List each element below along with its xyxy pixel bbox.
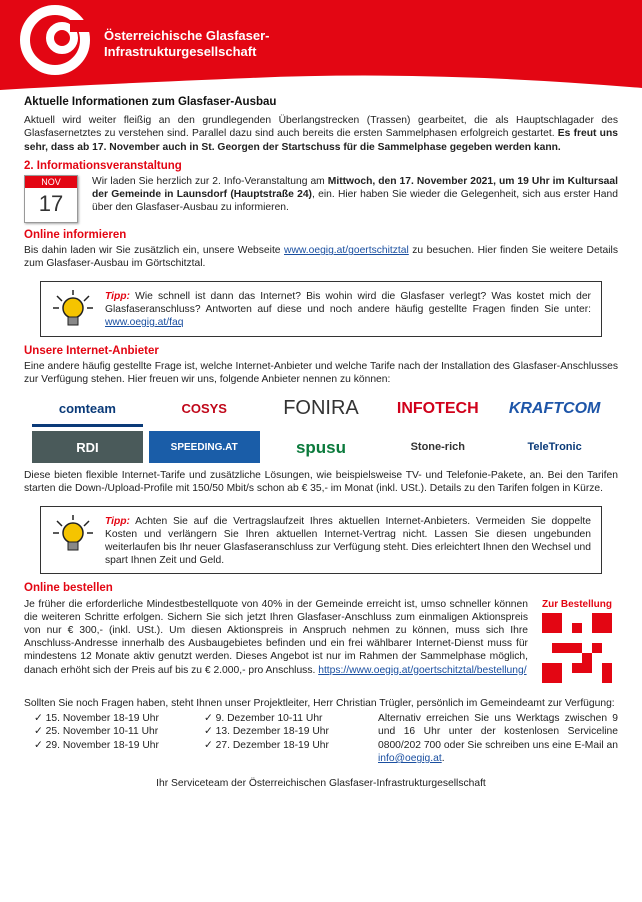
date-item: ✓ 29. November 18-19 Uhr [34,739,194,752]
event-text: Wir laden Sie herzlich zur 2. Info-Veranstaltung am Mittwoch, den 17. November 2021, um 19 Uhr im Kultursaal der Gemeinde in Launsdorf (Hauptstraße 24), ein. Hier haben Sie wieder die Gelegenheit, sich aus erster Hand über den Glasfaser-Ausbau zu informieren. [92,176,618,214]
provider-logo-cosys: COSYS [181,400,227,416]
date-item: ✓ 15. November 18-19 Uhr [34,712,194,725]
dates-list-november [24,712,194,765]
org-name: Österreichische Glasfaser- Infrastrukturgesellschaft [104,28,270,59]
calendar-icon: NOV 17 [24,175,78,223]
order-title: Online bestellen [24,582,113,595]
order-text: Je früher die erforderliche Mindestbestellquote von 40% in der Gemeinde erreicht ist, umso schneller können die weiteren Schritte erfolgen. Sichern Sie sich jetzt Ihren Glasfaser-Anschluss zum einmaligen Aktionspreis von nur € 300,- (inkl. USt.). Um diesen Aktionspreis in Anspruch nehmen zu können, muss sich Ihre Anschluss-Andresse innerhalb des Ausbaugebietes befinden und ein frei wählbarer Internet-Dienst muss für mindestens 12 Monate aktiv genutzt werden. Dieses Angebot ist nur im Rahmen der Sammelphase möglich, danach erhöht sich der Preis auf bis zu € 2.000,- pro Anschluss. https://www.oegig.at/goertschitztal/bestellung/ [24,598,528,676]
footer: Ihr Serviceteam der Österreichischen Glasfaser-Infrastrukturgesellschaft [156,778,486,790]
intro-text: Aktuell wird weiter fleißig an den grundlegenden Überlangstrecken (Trassen) gearbeitet, die als Hauptschlagader des Glasfasernetztes zu verstehen sind. Parallel dazu sind auch bereits die ersten Sammelphasen erfolgreich gestartet. Es freut uns sehr, dass ab 17. November auch in St. Georgen der Startschuss für die Sammelphase gegeben werden kann. [24,115,618,153]
provider-logo-kraftcom: KRAFTCOM [508,399,601,417]
provider-logo-speeding: SPEEDING.AT [149,431,260,463]
questions-text: Sollten Sie noch Fragen haben, steht Ihnen unser Projektleiter, Herr Christian Trügler, persönlich im Gemeindeamt zur Verfügung: [24,698,615,710]
qr-code-icon[interactable] [542,613,612,683]
event-block [24,175,618,223]
providers-title: Unsere Internet-Anbieter [24,344,159,357]
order-block [24,598,618,687]
tip-box-contract [40,506,602,575]
event-title: 2. Informationsveranstaltung [24,159,182,172]
faq-link[interactable]: www.oegig.at/faq [105,317,184,329]
dates-list-december [194,712,364,765]
provider-logo-teletronic: TeleTronic [527,440,582,453]
header [0,0,642,90]
provider-logo-rdi: RDI [32,431,143,463]
order-link[interactable]: https://www.oegig.at/goertschitztal/bestellung/ [318,664,527,676]
online-title: Online informieren [24,229,127,242]
provider-logo-spusu: spusu [295,437,347,457]
date-item: ✓ 25. November 10-11 Uhr [34,725,194,738]
date-item: ✓ 9. Dezember 10-11 Uhr [204,712,364,725]
dates-block [24,712,618,765]
website-link[interactable]: www.oegig.at/goertschitztal [284,245,409,257]
tip-text: Tipp: Achten Sie auf die Vertragslaufzeit Ihres aktuellen Internet-Anbieters. Vermeiden Sie doppelte Kosten und verlängern Sie Ihren aktuellen Internet-Vertrag nicht. Lassen Sie diesen ungebunden weiterlaufen bis Ihr neuer Glasfaseranschluss zur Verfügung steht. Dies erleichtert Ihnen den Wechsel und spart Ihnen Zeit und Geld. [105,515,592,567]
provider-logos [32,392,610,463]
online-text: Bis dahin laden wir Sie zusätzlich ein, unsere Webseite www.oegig.at/goertschitztal zu besuchen. Hier finden Sie weitere Details zum Glasfaser-Ausbau im Görtschitztal. [24,245,618,270]
main-content [24,96,618,790]
providers-text-after: Diese bieten flexible Internet-Tarife und zusätzliche Lösungen, wie beispielsweise TV- und Telefonie-Pakete, an. Bei den Tarifen starten die Down-/Upload-Profile mit 150/50 Mbit/s schon ab € 35,- im Monat (inkl. USt.). Details zu den Tarifen folgen in Kürze. [24,470,618,495]
providers-text: Eine andere häufig gestellte Frage ist, welche Internet-Anbieter und welche Tarife nach der Installation des Glasfaser-Anschlusses zur Verfügung stehen. Hier freuen wir uns, folgende Anbieter nennen zu können: [24,360,618,386]
provider-logo-infotech: INFOTECH [396,399,479,417]
page-title: Aktuelle Informationen zum Glasfaser-Ausbau [24,96,277,108]
tip-text: Tipp: Wie schnell ist dann das Internet? Bis wohin wird die Glasfaser verlegt? Was kostet mich der Glasfaseranschluss? Antworten auf diese und noch andere häufig gestellte Fragen finden Sie unter: www.oegig.at/faq [105,290,591,329]
contact-text: Alternativ erreichen Sie uns Werktags zwischen 9 und 16 Uhr unter der kostenlosen Serviceline 0800/202 700 oder Sie schreiben uns eine E-Mail an info@oegig.at. [378,713,618,764]
date-item: ✓ 13. Dezember 18-19 Uhr [204,725,364,738]
qr-box[interactable] [536,598,618,687]
lightbulb-icon [51,290,95,330]
lightbulb-icon [51,515,95,555]
qr-title: Zur Bestellung [541,598,612,610]
provider-logo-fonira: FONIRA [283,396,359,419]
email-link[interactable]: info@oegig.at [378,752,442,764]
provider-logo-comteam: comteam [32,392,143,427]
provider-logo-stone-rich: Stone-rich [410,440,465,453]
date-item: ✓ 27. Dezember 18-19 Uhr [204,739,364,752]
tip-box-faq [40,281,602,337]
